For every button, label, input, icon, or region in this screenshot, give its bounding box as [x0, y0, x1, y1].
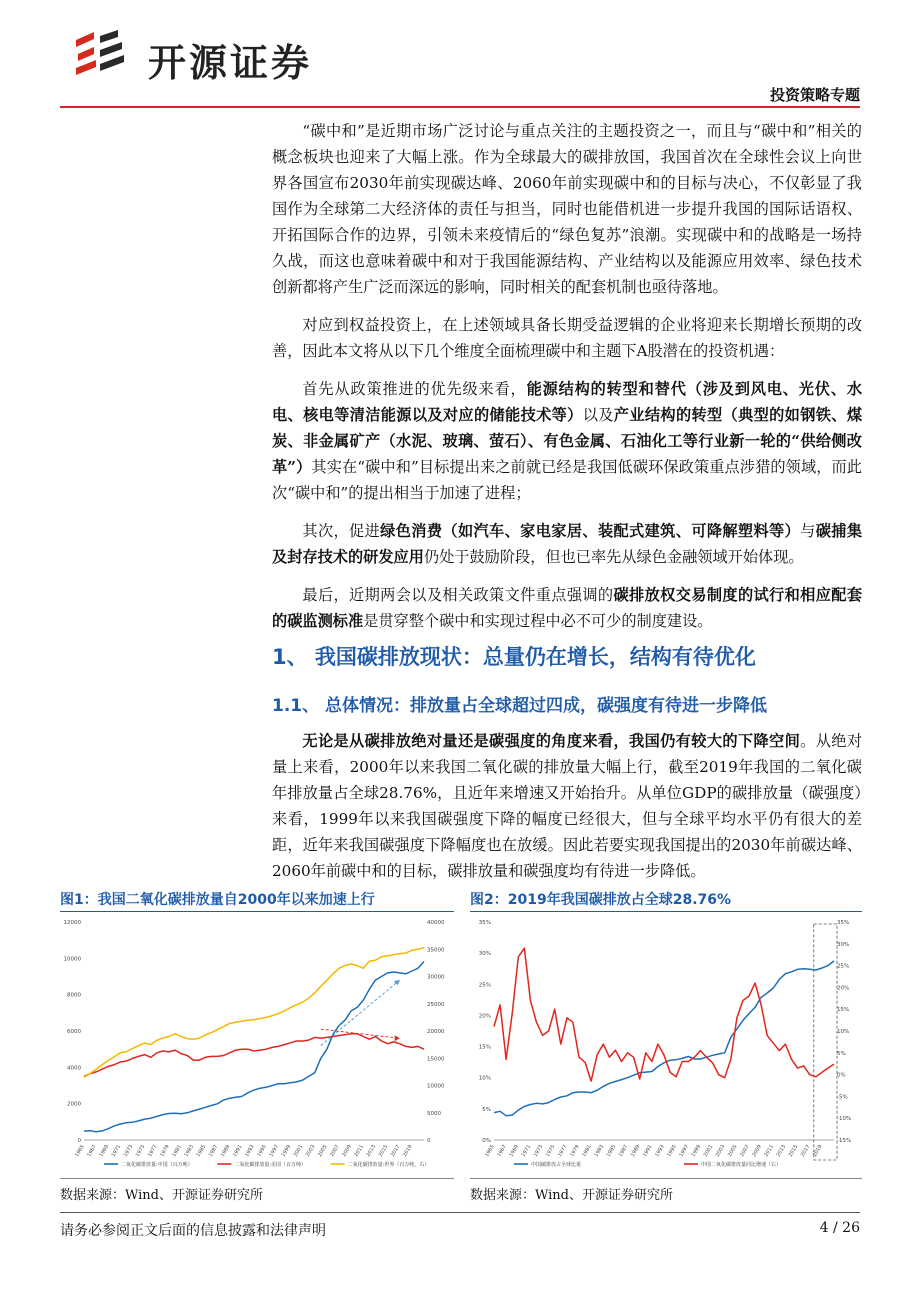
- x-tick-label: 1989: [219, 1144, 232, 1159]
- y-right-tick-label: 30000: [427, 974, 445, 981]
- x-tick-label: 2013: [365, 1144, 378, 1159]
- y-right-tick-label: 15000: [427, 1056, 445, 1063]
- x-tick-label: 1981: [171, 1144, 183, 1159]
- company-logo: [72, 28, 362, 84]
- x-tick-label: 2009: [751, 1144, 763, 1159]
- x-tick-label: 1989: [629, 1144, 642, 1159]
- y-left-tick-label: 10%: [478, 1075, 491, 1082]
- x-tick-label: 1979: [569, 1144, 581, 1159]
- x-tick-label: 2007: [739, 1144, 751, 1159]
- y-right-tick-label: 10%: [837, 1029, 850, 1035]
- y-right-tick-label: -15%: [837, 1138, 852, 1144]
- footer-disclaimer: 请务必参阅正文后面的信息披露和法律声明: [60, 1223, 326, 1239]
- series-line-2: [494, 948, 834, 1081]
- x-tick-label: 1993: [244, 1144, 256, 1159]
- x-tick-label: 1973: [532, 1144, 545, 1159]
- x-tick-label: 2005: [727, 1144, 739, 1159]
- figure-1-bottom-rule: [60, 1178, 454, 1179]
- y-right-tick-label: 20000: [427, 1029, 445, 1035]
- y-left-tick-label: 2000: [67, 1101, 81, 1108]
- x-tick-label: 2003: [304, 1144, 317, 1159]
- paragraph-4: 其次，促进绿色消费（如汽车、家电家居、装配式建筑、可降解塑料等）与碳捕集及封存技术的研发应用仍处于鼓励阶段，但也已率先从绿色金融领域开始体现。: [272, 522, 863, 566]
- header-divider: [60, 106, 860, 108]
- y-left-tick-label: 15%: [478, 1044, 491, 1051]
- x-tick-label: 1993: [654, 1144, 666, 1159]
- x-tick-label: 1997: [678, 1144, 691, 1159]
- x-tick-label: 1977: [147, 1144, 159, 1159]
- footer-divider: [60, 1212, 860, 1213]
- x-tick-label: 1983: [183, 1144, 196, 1159]
- figure-1-chart: [60, 914, 454, 1176]
- y-right-tick-label: 10000: [427, 1083, 445, 1090]
- x-tick-label: 1995: [666, 1144, 678, 1159]
- x-tick-label: 1995: [256, 1144, 268, 1159]
- y-left-tick-label: 0: [77, 1138, 81, 1144]
- y-right-tick-label: 40000: [427, 920, 445, 926]
- figure-2-chart: [470, 914, 862, 1176]
- y-left-tick-label: 12000: [63, 920, 81, 926]
- x-tick-label: 1975: [134, 1144, 147, 1159]
- x-tick-label: 1985: [195, 1144, 208, 1159]
- figure-2-source: 数据来源：Wind、开源证券研究所: [470, 1188, 673, 1203]
- y-right-tick-label: 35%: [837, 920, 850, 926]
- section-heading-1-1: 1.1、 总体情况：排放量占全球超过四成，碳强度有待进一步降低: [272, 696, 768, 716]
- section-1-1-body: [272, 728, 862, 884]
- x-tick-label: 2013: [775, 1144, 788, 1159]
- figure-1-top-rule: [60, 911, 454, 912]
- x-tick-label: 1991: [232, 1144, 244, 1159]
- section-heading-1: 1、 我国碳排放现状：总量仍在增长，结构有待优化: [272, 645, 756, 669]
- figure-1-source: 数据来源：Wind、开源证券研究所: [60, 1188, 263, 1203]
- x-tick-label: 2015: [787, 1144, 800, 1159]
- x-tick-label: 2011: [353, 1144, 366, 1159]
- x-tick-label: 1999: [690, 1144, 703, 1159]
- trend-arrowhead-usa: [395, 1035, 400, 1041]
- x-tick-label: 1967: [496, 1144, 508, 1159]
- intro-section: [272, 118, 862, 646]
- x-tick-label: 1971: [110, 1144, 123, 1159]
- y-left-tick-label: 4000: [67, 1065, 81, 1072]
- x-tick-label: 1985: [605, 1144, 618, 1159]
- x-tick-label: 2005: [317, 1144, 329, 1159]
- x-tick-label: 1967: [86, 1144, 98, 1159]
- series-line-1: [494, 961, 834, 1116]
- legend-label: 中国二氧化碳排放量同比增速（右）: [701, 1162, 782, 1168]
- x-tick-label: 1999: [280, 1144, 293, 1159]
- y-right-tick-label: 35000: [427, 947, 445, 954]
- x-tick-label: 2001: [292, 1144, 305, 1159]
- x-tick-label: 2017: [389, 1144, 402, 1159]
- y-left-tick-label: 5%: [482, 1106, 491, 1113]
- figure-2-bottom-rule: [470, 1178, 862, 1179]
- legend-label: 二氧化碳排放量:美国（百万吨）: [234, 1162, 307, 1168]
- paragraph-3: 首先从政策推进的优先级来看，能源结构的转型和替代（涉及到风电、光伏、水电、核电等清洁能源以及对应的储能技术等）以及产业结构的转型（典型的如钢铁、煤炭、非金属矿产（水泥、玻璃、萤石）、有色金属、石油化工等行业新一轮的“供给侧改革”）其实在“碳中和”目标提出来之前就已经是我国低碳环保政策重点涉猎的领域，而此次“碳中和”的提出相当于加速了进程；: [272, 380, 863, 502]
- y-left-tick-label: 20%: [478, 1013, 491, 1020]
- y-right-tick-label: 5000: [427, 1110, 441, 1117]
- x-tick-label: 2019: [812, 1144, 824, 1159]
- x-tick-label: 1991: [642, 1144, 654, 1159]
- y-left-tick-label: 8000: [67, 992, 81, 999]
- y-right-tick-label: 30%: [837, 941, 850, 948]
- paragraph-5: 最后，近期两会以及相关政策文件重点强调的碳排放权交易制度的试行和相应配套的碳监测标准是贯穿整个碳中和实现过程中必不可少的制度建设。: [272, 586, 863, 630]
- kaiyuan-logo-icon: [72, 30, 134, 82]
- y-left-tick-label: 35%: [478, 920, 491, 926]
- y-left-tick-label: 10000: [63, 956, 81, 963]
- legend-label: 二氧化碳排放量:世界（百万吨，右）: [347, 1162, 430, 1168]
- y-left-tick-label: 0%: [482, 1138, 491, 1144]
- x-tick-label: 2017: [799, 1144, 812, 1159]
- x-tick-label: 1983: [593, 1144, 606, 1159]
- x-tick-label: 1965: [74, 1144, 86, 1159]
- x-tick-label: 2003: [714, 1144, 727, 1159]
- x-tick-label: 1987: [617, 1144, 630, 1159]
- y-left-tick-label: 25%: [478, 982, 491, 989]
- x-tick-label: 1975: [544, 1144, 557, 1159]
- report-type: 投资策略专题: [769, 86, 860, 104]
- highlight-box: [814, 924, 837, 1160]
- x-tick-label: 1969: [508, 1144, 521, 1159]
- x-tick-label: 2009: [341, 1144, 353, 1159]
- y-right-tick-label: 0: [427, 1138, 431, 1144]
- legend-label: 中国碳排放占全球比重: [531, 1162, 582, 1168]
- x-tick-label: 1981: [581, 1144, 593, 1159]
- figure-1-title: 图1：我国二氧化碳排放量自2000年以来加速上行: [60, 892, 375, 908]
- y-left-tick-label: 6000: [67, 1029, 81, 1035]
- paragraph-6: 无论是从碳排放绝对量还是碳强度的角度来看，我国仍有较大的下降空间。从绝对量上来看，2000年以来我国二氧化碳的排放量大幅上行，截至2019年我国的二氧化碳年排放量占全球28.76%，且近年来增速又开始抬升。从单位GDP的碳排放量（碳强度）来看，1999年以来我国碳强度下降的幅度已经很大，但与全球平均水平仍有很大的差距，近年来我国碳强度下降幅度也在放缓。因此若要实现我国提出的2030年前碳达峰、2060年前碳中和的目标，碳排放量和碳强度均有待进一步降低。: [272, 732, 863, 880]
- paragraph-1: “碳中和”是近期市场广泛讨论与重点关注的主题投资之一，而且与“碳中和”相关的概念板块也迎来了大幅上涨。作为全球最大的碳排放国，我国首次在全球性会议上向世界各国宣布2030年前实现碳达峰、2060年前实现碳中和的目标与决心，不仅彰显了我国作为全球第二大经济体的责任与担当，同时也能借机进一步提升我国的国际话语权、开拓国际合作的边界，引领未来疫情后的“绿色复苏”浪潮。实现碳中和的战略是一场持久战，而这也意味着碳中和对于我国能源结构、产业结构以及能源应用效率、绿色技术创新都将产生广泛而深远的影响，同时相关的配套机制也亟待落地。: [272, 122, 862, 296]
- x-tick-label: 1973: [122, 1144, 135, 1159]
- y-right-tick-label: 0%: [837, 1072, 846, 1079]
- y-left-tick-label: 30%: [478, 951, 491, 958]
- x-tick-label: 1965: [484, 1144, 496, 1159]
- brand-name: 开源证券: [148, 41, 313, 85]
- series-line-2: [84, 1034, 424, 1077]
- x-tick-label: 1969: [98, 1144, 111, 1159]
- y-right-tick-label: -10%: [837, 1116, 852, 1123]
- x-tick-label: 1977: [557, 1144, 569, 1159]
- y-right-tick-label: -5%: [837, 1094, 848, 1101]
- y-right-tick-label: 25000: [427, 1001, 445, 1008]
- page-number: 4 / 26: [819, 1220, 860, 1236]
- x-tick-label: 1971: [520, 1144, 533, 1159]
- x-tick-label: 2001: [702, 1144, 715, 1159]
- x-tick-label: 2019: [402, 1144, 414, 1159]
- legend-label: 二氧化碳排放量:中国（百万吨）: [121, 1162, 193, 1168]
- x-tick-label: 2011: [763, 1144, 776, 1159]
- y-right-tick-label: 20%: [837, 985, 850, 992]
- x-tick-label: 1979: [159, 1144, 171, 1159]
- figure-2-top-rule: [470, 911, 862, 912]
- y-right-tick-label: 25%: [837, 963, 850, 970]
- figure-2-title: 图2：2019年我国碳排放占全球28.76%: [470, 892, 732, 908]
- x-tick-label: 1987: [207, 1144, 220, 1159]
- x-tick-label: 1997: [268, 1144, 281, 1159]
- y-right-tick-label: 15%: [837, 1007, 850, 1014]
- x-tick-label: 2007: [329, 1144, 341, 1159]
- paragraph-2: 对应到权益投资上，在上述领域具备长期受益逻辑的企业将迎来长期增长预期的改善，因此本文将从以下几个维度全面梳理碳中和主题下A股潜在的投资机遇：: [272, 316, 862, 360]
- y-right-tick-label: 5%: [837, 1050, 846, 1057]
- x-tick-label: 2015: [377, 1144, 390, 1159]
